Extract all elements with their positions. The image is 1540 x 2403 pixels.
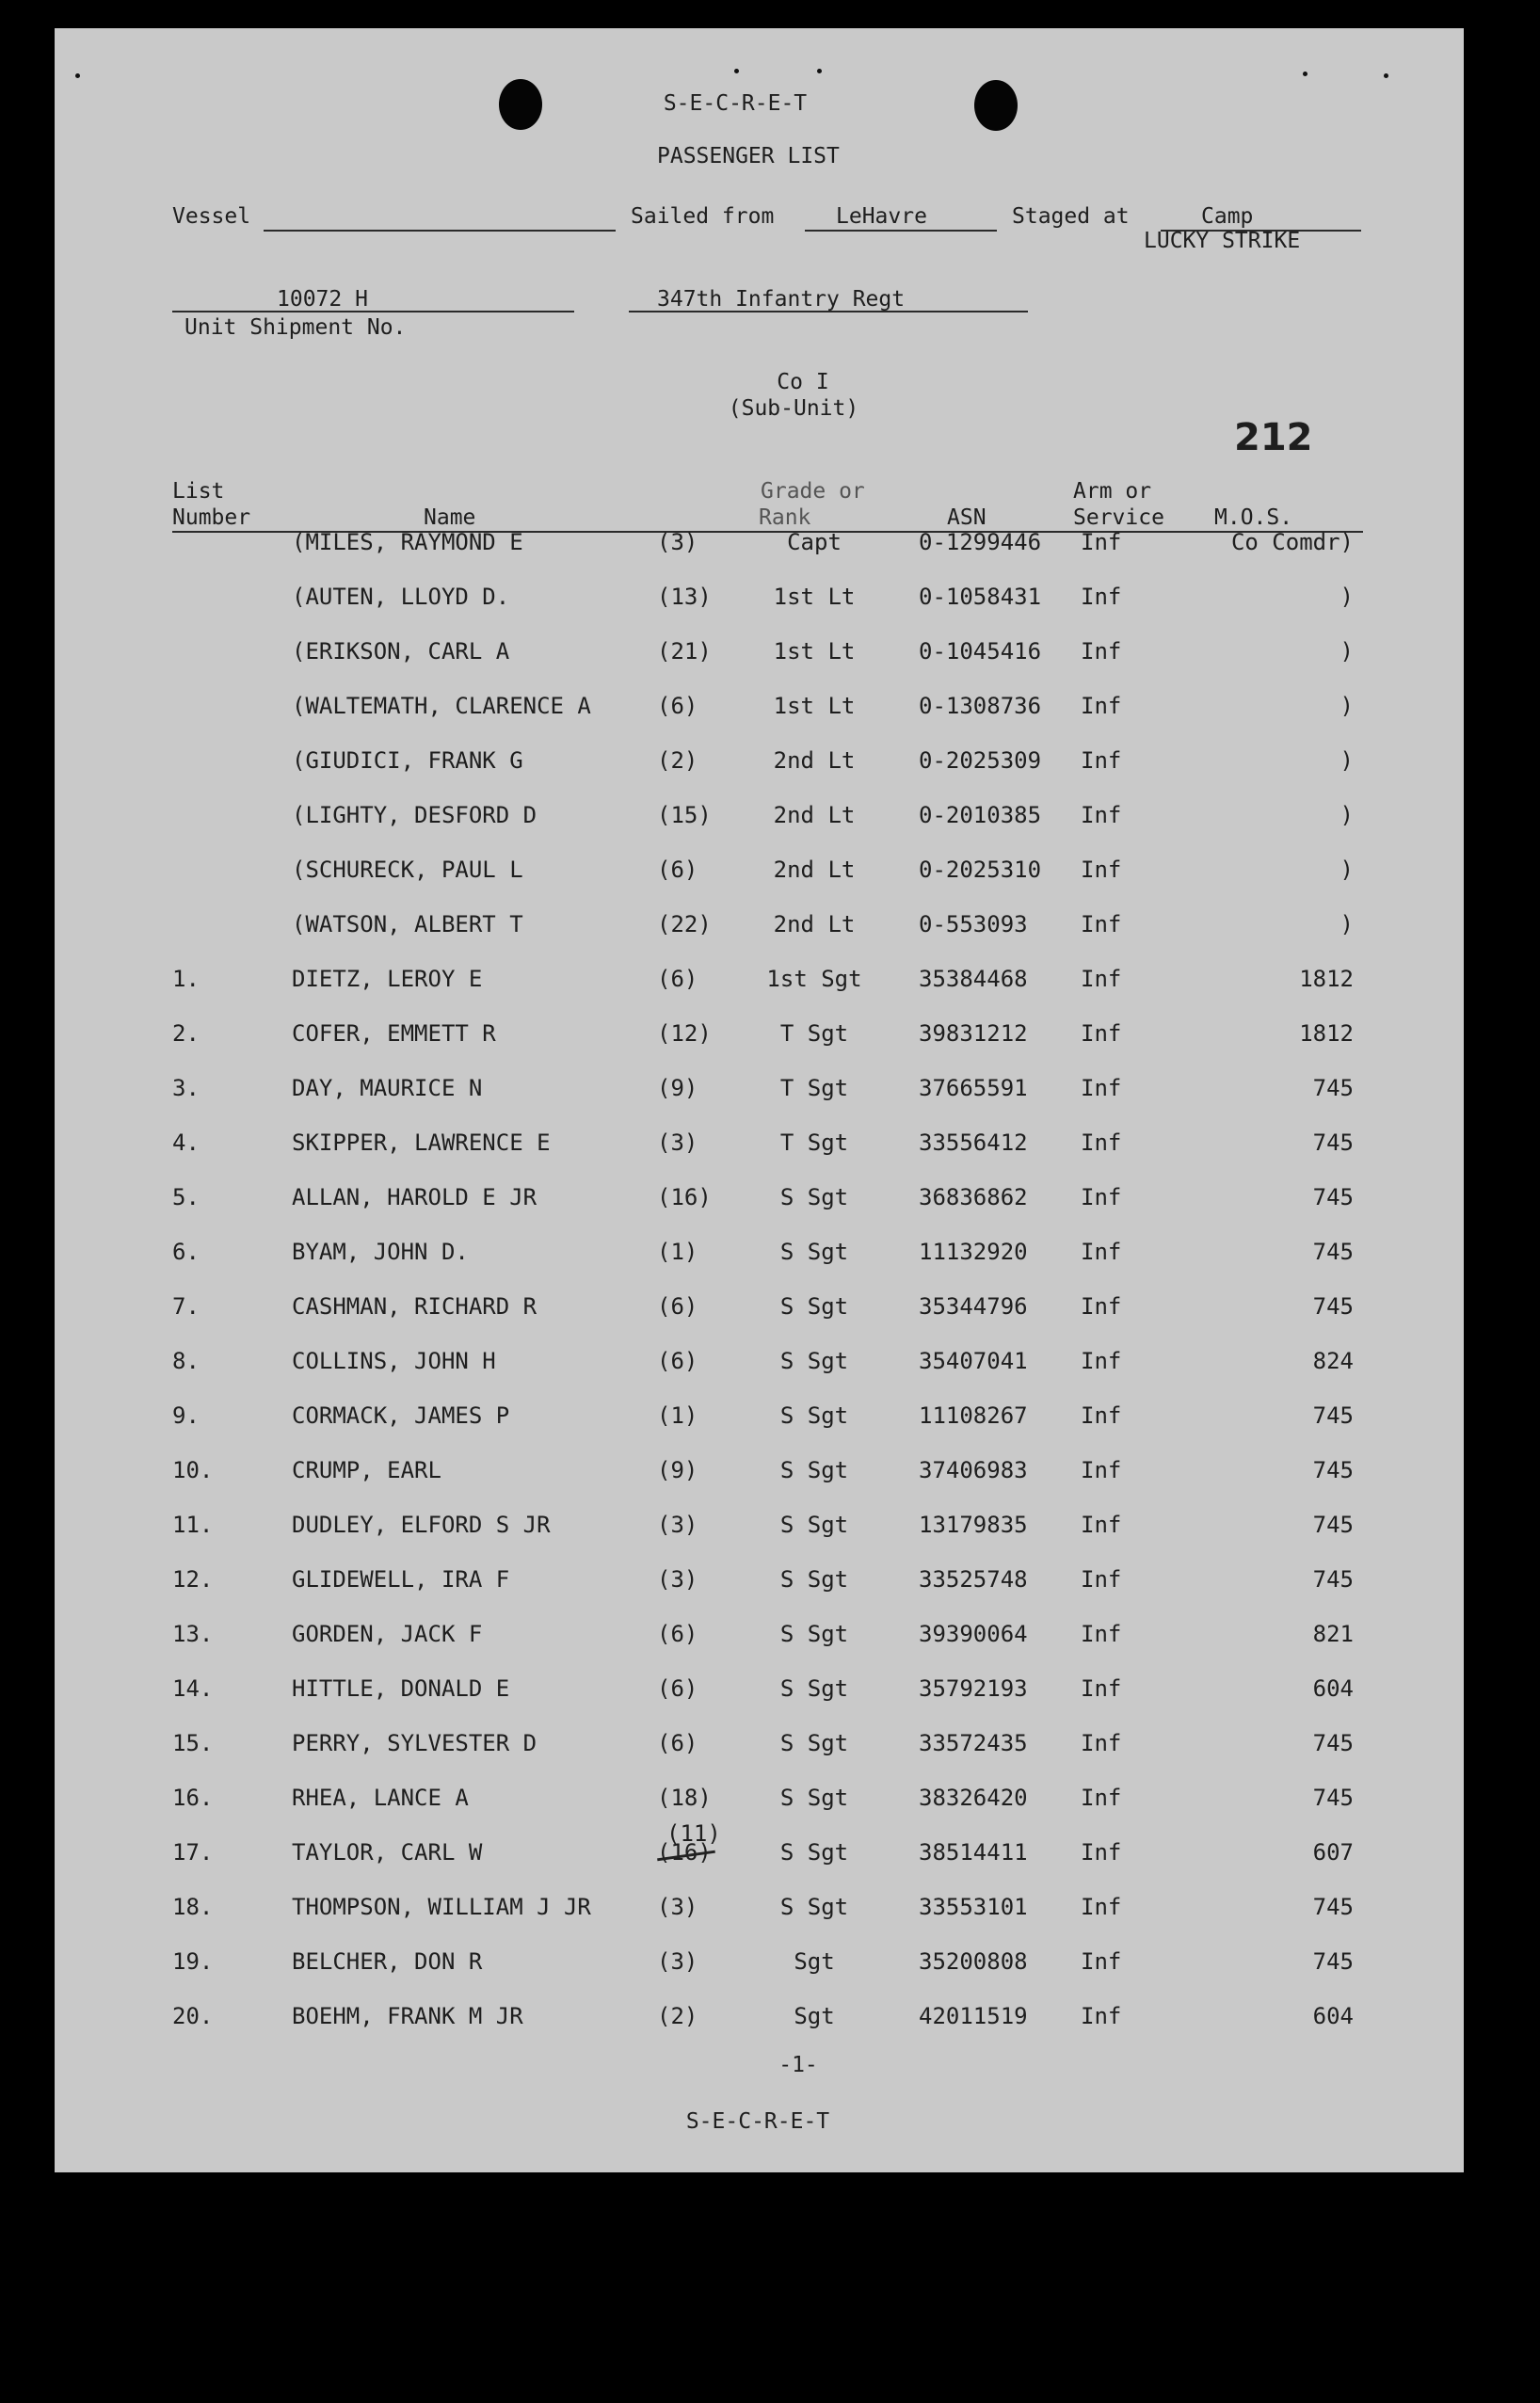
- cell-name: COLLINS, JOHN H: [292, 1348, 496, 1374]
- sub-unit-value: Co I: [777, 370, 829, 394]
- cell-mos: ): [1339, 584, 1354, 610]
- cell-asn: 11108267: [919, 1402, 1028, 1429]
- cell-grade: S Sgt: [779, 1785, 849, 1811]
- cell-code: (16): [657, 1184, 712, 1210]
- cell-mos: ): [1339, 693, 1354, 719]
- cell-arm: Inf: [1081, 584, 1122, 610]
- speck: [1303, 72, 1307, 76]
- cell-mos: 745: [1312, 1894, 1354, 1920]
- cell-asn: 13179835: [919, 1512, 1028, 1538]
- cell-asn: 33572435: [919, 1730, 1028, 1756]
- cell-arm: Inf: [1081, 1402, 1122, 1429]
- cell-num: 15.: [172, 1730, 214, 1756]
- col-mos: M.O.S.: [1214, 505, 1293, 530]
- staged-at-label: Staged at: [1012, 204, 1130, 229]
- cell-code: (3): [657, 1129, 698, 1156]
- cell-name: (WALTEMATH, CLARENCE A: [292, 693, 591, 719]
- cell-num: 17.: [172, 1839, 214, 1866]
- cell-code: (21): [657, 638, 712, 665]
- cell-grade: S Sgt: [779, 1239, 849, 1265]
- cell-grade: T Sgt: [779, 1075, 849, 1101]
- unit-shipment-line: [172, 311, 574, 312]
- cell-grade: 1st Lt: [773, 584, 856, 610]
- cell-grade: S Sgt: [779, 1839, 849, 1866]
- cell-name: PERRY, SYLVESTER D: [292, 1730, 537, 1756]
- col-grade-2: Rank: [759, 505, 811, 530]
- col-grade-1: Grade or: [761, 479, 865, 504]
- cell-asn: 33553101: [919, 1894, 1028, 1920]
- cell-code: (2): [657, 747, 698, 774]
- cell-grade: Sgt: [794, 1948, 835, 1975]
- cell-asn: 0-2025309: [919, 747, 1042, 774]
- cell-name: BELCHER, DON R: [292, 1948, 483, 1975]
- cell-mos: 824: [1312, 1348, 1354, 1374]
- classification-bottom: S-E-C-R-E-T: [685, 2109, 830, 2134]
- cell-name: COFER, EMMETT R: [292, 1020, 496, 1047]
- staged-at-value-2: LUCKY STRIKE: [1144, 229, 1301, 253]
- cell-num: 6.: [172, 1239, 200, 1265]
- staged-at-value: Camp: [1201, 204, 1254, 229]
- cell-code: (6): [657, 1293, 698, 1320]
- cell-grade: S Sgt: [779, 1675, 849, 1702]
- cell-name: GORDEN, JACK F: [292, 1621, 483, 1647]
- unit-shipment-label: Unit Shipment No.: [184, 315, 407, 340]
- cell-grade: 2nd Lt: [773, 911, 856, 937]
- cell-grade: 1st Lt: [773, 638, 856, 665]
- cell-grade: S Sgt: [779, 1184, 849, 1210]
- cell-arm: Inf: [1081, 693, 1122, 719]
- cell-name: (WATSON, ALBERT T: [292, 911, 523, 937]
- cell-name: ALLAN, HAROLD E JR: [292, 1184, 537, 1210]
- cell-name: GLIDEWELL, IRA F: [292, 1566, 510, 1593]
- cell-name: (MILES, RAYMOND E: [292, 529, 523, 555]
- cell-code: (3): [657, 1566, 698, 1593]
- cell-asn: 33525748: [919, 1566, 1028, 1593]
- cell-num: 18.: [172, 1894, 214, 1920]
- cell-asn: 38326420: [919, 1785, 1028, 1811]
- cell-mos: 745: [1312, 1948, 1354, 1975]
- cell-num: 12.: [172, 1566, 214, 1593]
- cell-arm: Inf: [1081, 911, 1122, 937]
- cell-arm: Inf: [1081, 1948, 1122, 1975]
- cell-arm: Inf: [1081, 802, 1122, 828]
- cell-asn: 0-553093: [919, 911, 1028, 937]
- cell-asn: 0-2010385: [919, 802, 1042, 828]
- cell-code: (16): [657, 1839, 712, 1866]
- cell-grade: T Sgt: [779, 1129, 849, 1156]
- page-footer: -1-: [778, 2053, 818, 2077]
- col-arm-2: Service: [1073, 505, 1164, 530]
- cell-asn: 0-1045416: [919, 638, 1042, 665]
- cell-num: 7.: [172, 1293, 200, 1320]
- cell-code: (6): [657, 1675, 698, 1702]
- cell-code: (15): [657, 802, 712, 828]
- cell-arm: Inf: [1081, 966, 1122, 992]
- cell-mos: 604: [1312, 1675, 1354, 1702]
- cell-mos: 607: [1312, 1839, 1354, 1866]
- cell-mos: 1812: [1299, 966, 1354, 992]
- cell-asn: 37665591: [919, 1075, 1028, 1101]
- col-arm-1: Arm or: [1073, 479, 1152, 504]
- cell-mos: 745: [1312, 1184, 1354, 1210]
- cell-asn: 0-1058431: [919, 584, 1042, 610]
- sub-unit-label: (Sub-Unit): [728, 396, 859, 421]
- cell-grade: S Sgt: [779, 1730, 849, 1756]
- cell-arm: Inf: [1081, 1839, 1122, 1866]
- cell-name: HITTLE, DONALD E: [292, 1675, 510, 1702]
- cell-code: (6): [657, 693, 698, 719]
- cell-code: (3): [657, 529, 698, 555]
- cell-num: 1.: [172, 966, 200, 992]
- page-stamp: 212: [1234, 416, 1313, 459]
- cell-asn: 37406983: [919, 1457, 1028, 1483]
- cell-name: (GIUDICI, FRANK G: [292, 747, 523, 774]
- cell-code: (3): [657, 1894, 698, 1920]
- cell-name: CRUMP, EARL: [292, 1457, 441, 1483]
- cell-mos: ): [1339, 638, 1354, 665]
- cell-code: (2): [657, 2003, 698, 2029]
- col-list-number-2: Number: [172, 505, 251, 530]
- cell-code: (13): [657, 584, 712, 610]
- punch-hole: [499, 79, 542, 130]
- cell-arm: Inf: [1081, 1184, 1122, 1210]
- cell-code: (22): [657, 911, 712, 937]
- cell-mos: 745: [1312, 1512, 1354, 1538]
- cell-grade: 2nd Lt: [773, 857, 856, 883]
- cell-asn: 35792193: [919, 1675, 1028, 1702]
- cell-mos: ): [1339, 747, 1354, 774]
- cell-asn: 35407041: [919, 1348, 1028, 1374]
- col-asn: ASN: [947, 505, 987, 530]
- cell-arm: Inf: [1081, 1785, 1122, 1811]
- cell-asn: 35384468: [919, 966, 1028, 992]
- cell-asn: 35344796: [919, 1293, 1028, 1320]
- cell-grade: S Sgt: [779, 1348, 849, 1374]
- cell-asn: 0-1308736: [919, 693, 1042, 719]
- cell-num: 3.: [172, 1075, 200, 1101]
- cell-num: 16.: [172, 1785, 214, 1811]
- cell-num: 20.: [172, 2003, 214, 2029]
- cell-num: 13.: [172, 1621, 214, 1647]
- cell-name: CASHMAN, RICHARD R: [292, 1293, 537, 1320]
- cell-code: (1): [657, 1239, 698, 1265]
- cell-grade: S Sgt: [779, 1402, 849, 1429]
- cell-num: 4.: [172, 1129, 200, 1156]
- cell-arm: Inf: [1081, 747, 1122, 774]
- cell-num: 2.: [172, 1020, 200, 1047]
- cell-mos: ): [1339, 802, 1354, 828]
- cell-grade: S Sgt: [779, 1512, 849, 1538]
- cell-name: (LIGHTY, DESFORD D: [292, 802, 537, 828]
- unit-value: 347th Infantry Regt: [657, 287, 906, 312]
- cell-num: 5.: [172, 1184, 200, 1210]
- sailed-from-value: LeHavre: [836, 204, 927, 229]
- cell-mos: 745: [1312, 1075, 1354, 1101]
- cell-arm: Inf: [1081, 2003, 1122, 2029]
- cell-grade: S Sgt: [779, 1621, 849, 1647]
- cell-asn: 39831212: [919, 1020, 1028, 1047]
- cell-grade: Capt: [787, 529, 842, 555]
- cell-grade: 1st Lt: [773, 693, 856, 719]
- speck: [817, 69, 822, 73]
- cell-mos: 745: [1312, 1293, 1354, 1320]
- cell-asn: 0-1299446: [919, 529, 1042, 555]
- cell-grade: 2nd Lt: [773, 802, 856, 828]
- cell-mos: ): [1339, 857, 1354, 883]
- cell-mos: 745: [1312, 1402, 1354, 1429]
- cell-code: (12): [657, 1020, 712, 1047]
- cell-num: 14.: [172, 1675, 214, 1702]
- cell-code: (6): [657, 1348, 698, 1374]
- cell-arm: Inf: [1081, 1512, 1122, 1538]
- cell-arm: Inf: [1081, 1566, 1122, 1593]
- cell-num: 9.: [172, 1402, 200, 1429]
- cell-name: BYAM, JOHN D.: [292, 1239, 469, 1265]
- cell-asn: 39390064: [919, 1621, 1028, 1647]
- cell-asn: 33556412: [919, 1129, 1028, 1156]
- sailed-from-line: [805, 230, 997, 232]
- cell-asn: 35200808: [919, 1948, 1028, 1975]
- cell-name: SKIPPER, LAWRENCE E: [292, 1129, 551, 1156]
- cell-asn: 36836862: [919, 1184, 1028, 1210]
- cell-grade: S Sgt: [779, 1457, 849, 1483]
- cell-name: THOMPSON, WILLIAM J JR: [292, 1894, 591, 1920]
- cell-arm: Inf: [1081, 1894, 1122, 1920]
- cell-name: DIETZ, LEROY E: [292, 966, 483, 992]
- cell-name: BOEHM, FRANK M JR: [292, 2003, 523, 2029]
- document-title: PASSENGER LIST: [657, 144, 840, 168]
- cell-code: (3): [657, 1512, 698, 1538]
- cell-code: (6): [657, 1621, 698, 1647]
- vessel-label: Vessel: [172, 204, 251, 229]
- cell-asn: 38514411: [919, 1839, 1028, 1866]
- cell-arm: Inf: [1081, 1129, 1122, 1156]
- cell-mos: 745: [1312, 1239, 1354, 1265]
- cell-name: DAY, MAURICE N: [292, 1075, 483, 1101]
- cell-code: (3): [657, 1948, 698, 1975]
- cell-mos: 745: [1312, 1730, 1354, 1756]
- col-name: Name: [424, 505, 476, 530]
- cell-grade: Sgt: [794, 2003, 835, 2029]
- cell-name: (ERIKSON, CARL A: [292, 638, 510, 665]
- speck: [734, 69, 739, 73]
- cell-arm: Inf: [1081, 1730, 1122, 1756]
- cell-arm: Inf: [1081, 1075, 1122, 1101]
- cell-num: 8.: [172, 1348, 200, 1374]
- cell-num: 11.: [172, 1512, 214, 1538]
- cell-code: (1): [657, 1402, 698, 1429]
- col-list-number-1: List: [172, 479, 225, 504]
- cell-grade: S Sgt: [779, 1293, 849, 1320]
- sailed-from-label: Sailed from: [631, 204, 775, 229]
- speck: [1384, 73, 1388, 78]
- cell-num: 10.: [172, 1457, 214, 1483]
- cell-arm: Inf: [1081, 1457, 1122, 1483]
- cell-mos: Co Comdr): [1230, 529, 1354, 555]
- handwritten-correction: (11): [666, 1820, 721, 1847]
- cell-mos: 604: [1312, 2003, 1354, 2029]
- cell-asn: 0-2025310: [919, 857, 1042, 883]
- cell-arm: Inf: [1081, 529, 1122, 555]
- cell-code: (9): [657, 1457, 698, 1483]
- cell-code: (9): [657, 1075, 698, 1101]
- cell-grade: T Sgt: [779, 1020, 849, 1047]
- cell-asn: 11132920: [919, 1239, 1028, 1265]
- cell-name: DUDLEY, ELFORD S JR: [292, 1512, 551, 1538]
- cell-code: (18): [657, 1785, 712, 1811]
- cell-name: (SCHURECK, PAUL L: [292, 857, 523, 883]
- cell-mos: 745: [1312, 1457, 1354, 1483]
- document-page: [55, 28, 1464, 2172]
- cell-mos: 745: [1312, 1129, 1354, 1156]
- cell-arm: Inf: [1081, 1239, 1122, 1265]
- cell-mos: 745: [1312, 1566, 1354, 1593]
- cell-code: (6): [657, 1730, 698, 1756]
- cell-arm: Inf: [1081, 1621, 1122, 1647]
- cell-name: RHEA, LANCE A: [292, 1785, 469, 1811]
- cell-asn: 42011519: [919, 2003, 1028, 2029]
- cell-arm: Inf: [1081, 1675, 1122, 1702]
- cell-mos: 1812: [1299, 1020, 1354, 1047]
- cell-name: (AUTEN, LLOYD D.: [292, 584, 510, 610]
- cell-arm: Inf: [1081, 1293, 1122, 1320]
- cell-name: CORMACK, JAMES P: [292, 1402, 510, 1429]
- vessel-line: [264, 230, 616, 232]
- cell-mos: 821: [1312, 1621, 1354, 1647]
- cell-arm: Inf: [1081, 638, 1122, 665]
- unit-shipment-value: 10072 H: [277, 287, 368, 312]
- cell-arm: Inf: [1081, 1020, 1122, 1047]
- cell-arm: Inf: [1081, 1348, 1122, 1374]
- punch-hole: [974, 80, 1018, 131]
- cell-arm: Inf: [1081, 857, 1122, 883]
- cell-mos: ): [1339, 911, 1354, 937]
- cell-grade: S Sgt: [779, 1894, 849, 1920]
- cell-name: TAYLOR, CARL W: [292, 1839, 483, 1866]
- cell-grade: 1st Sgt: [766, 966, 862, 992]
- speck: [75, 73, 80, 78]
- classification-top: S-E-C-R-E-T: [663, 91, 808, 116]
- cell-mos: 745: [1312, 1785, 1354, 1811]
- cell-grade: S Sgt: [779, 1566, 849, 1593]
- cell-code: (6): [657, 966, 698, 992]
- cell-num: 19.: [172, 1948, 214, 1975]
- cell-code: (6): [657, 857, 698, 883]
- cell-grade: 2nd Lt: [773, 747, 856, 774]
